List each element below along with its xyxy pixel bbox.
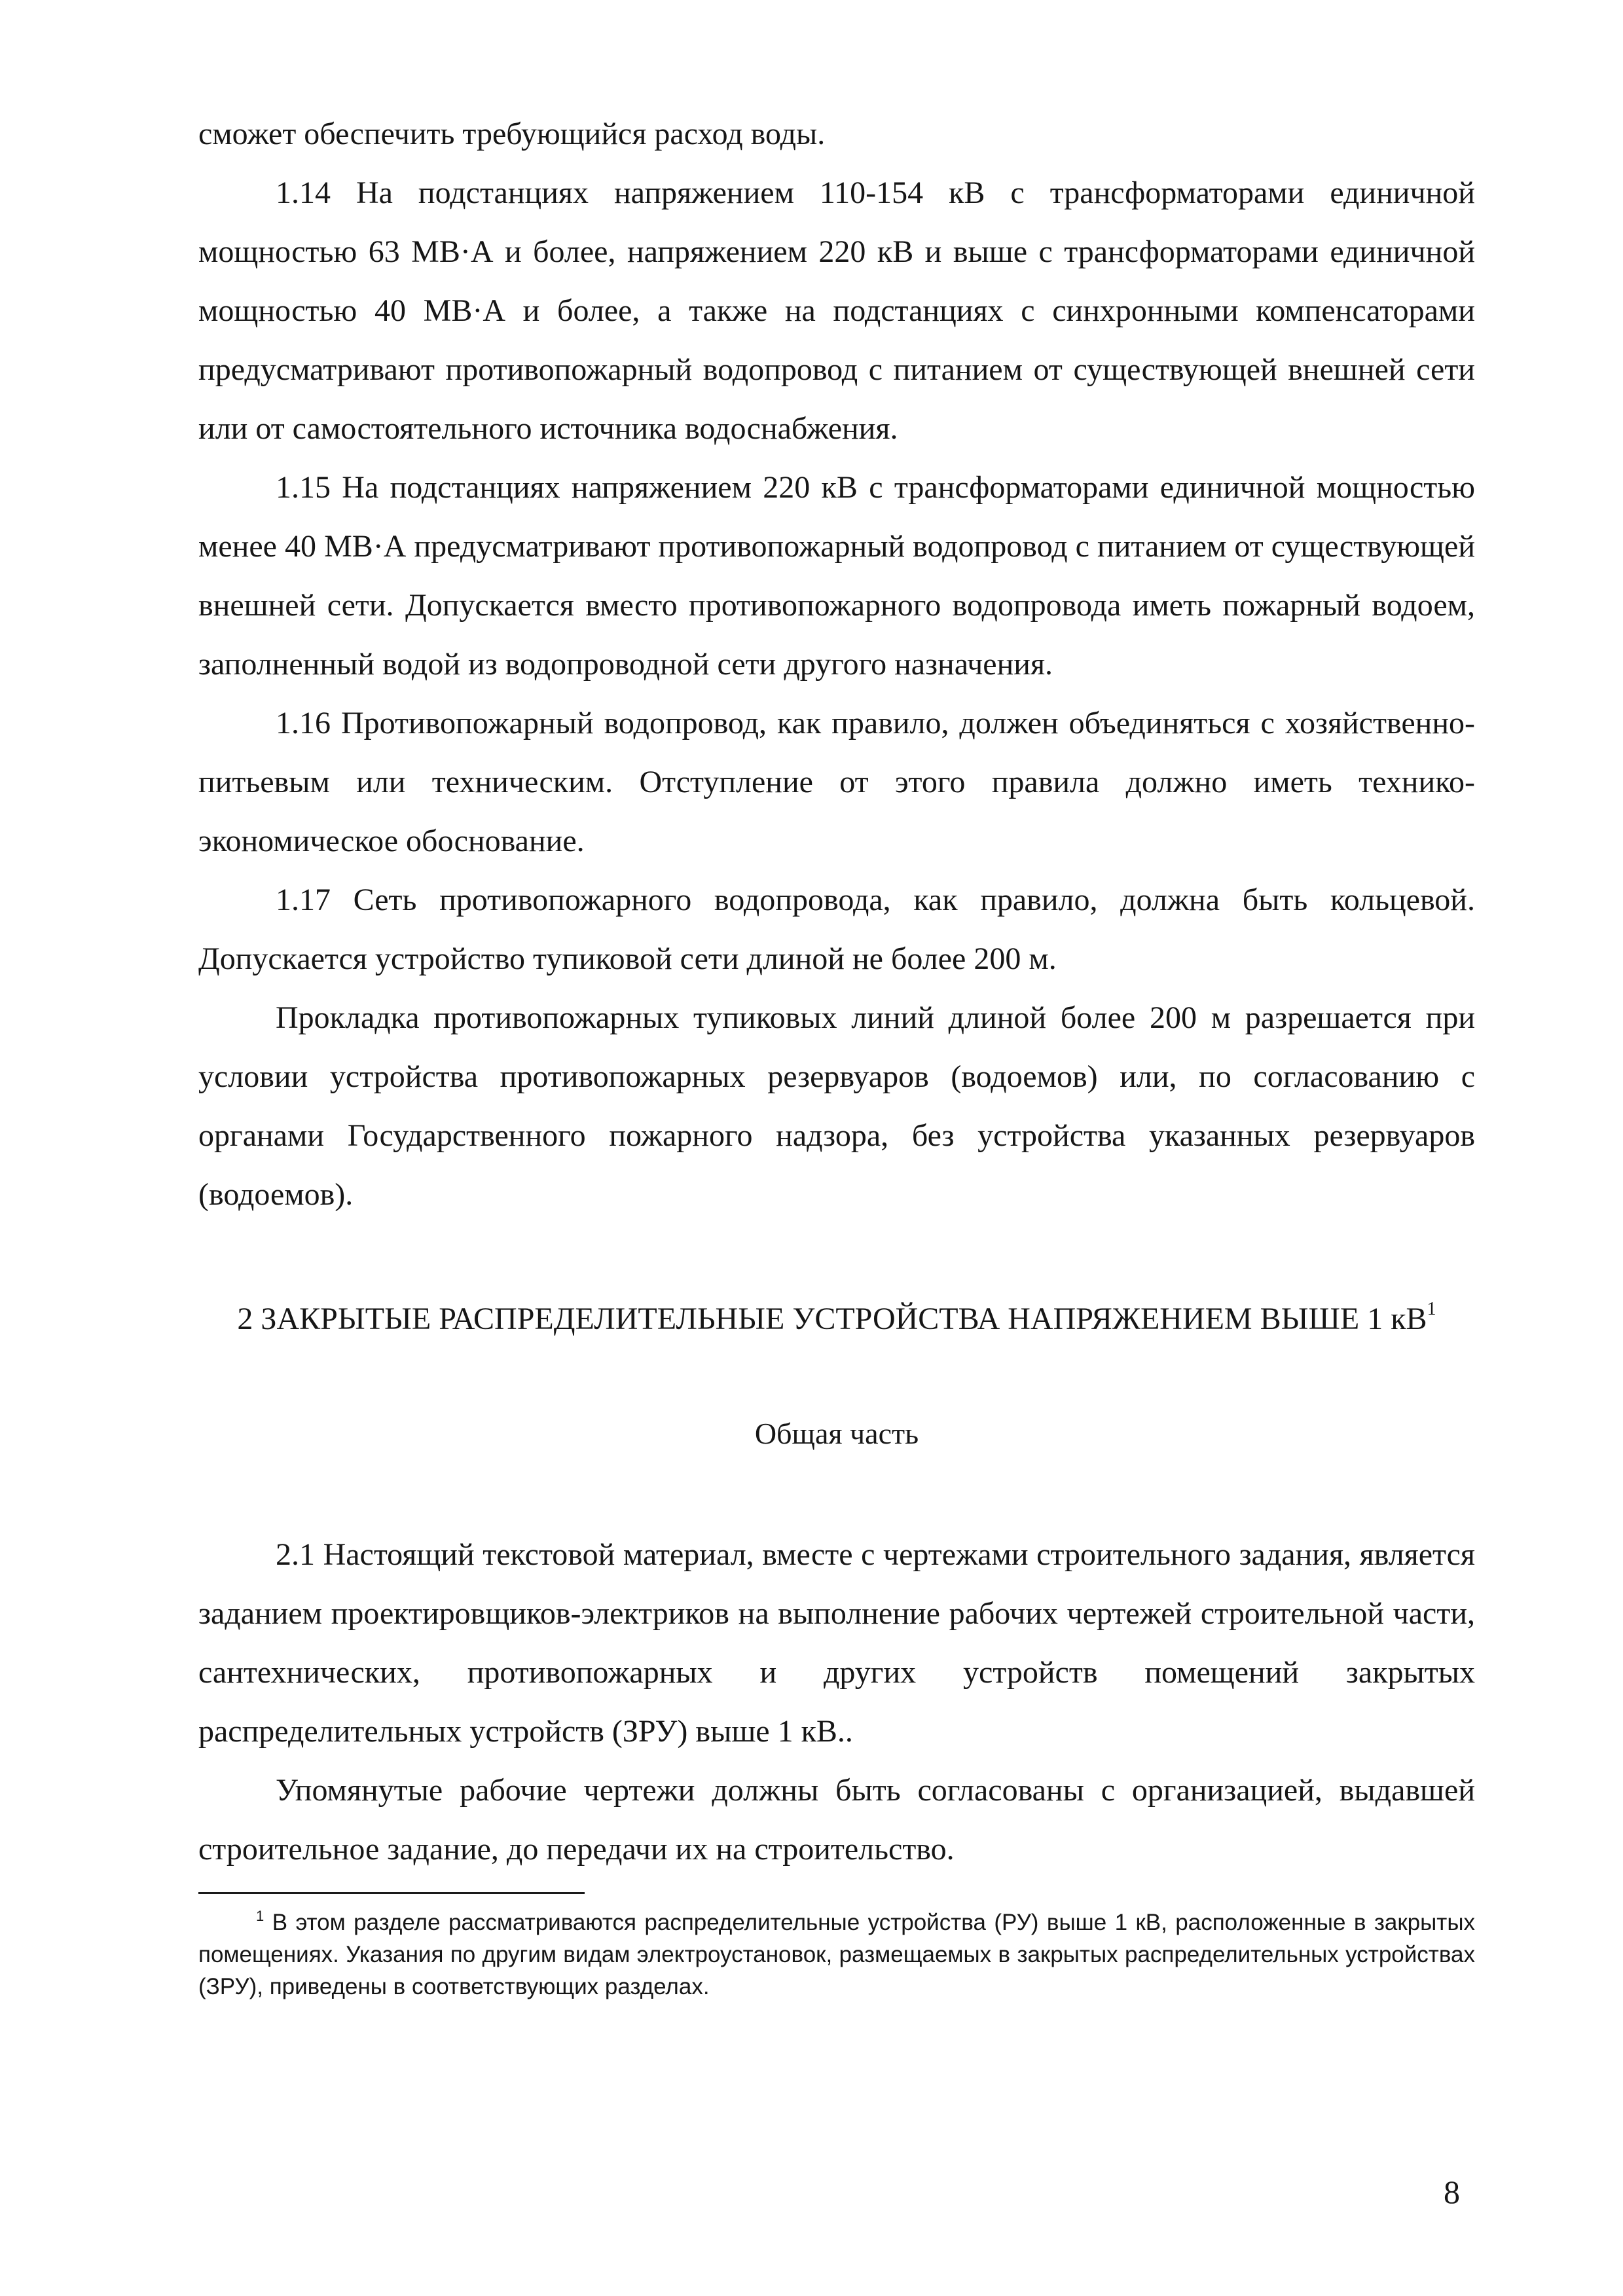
paragraph-1-14: 1.14 На подстанциях напряжением 110-154 кВ с трансформаторами единичной мощностью 63 МВ·А и более, напряжением 220 кВ и выше с трансформаторами единичной мощностью 40 МВ·А и более, а также на подстанциях с синхронными компенсаторами предусматривают противопожарный водопровод с питанием от существующей внешней сети или от самостоятельного источника водоснабжения. [198,175,1475,446]
continuation-paragraph: сможет обеспечить требующийся расход воды. [198,117,826,151]
section2-heading [198,1300,1475,1339]
heading-footnote-mark: 1 [1427,1299,1436,1319]
section2-text [198,1525,1475,1879]
paragraph-1-16: 1.16 Противопожарный водопровод, как правило, должен объединяться с хозяйственно-питьевым или техническим. Отступление от этого правила должно иметь технико-экономическое обоснование. [198,706,1475,858]
footnote-mark: 1 [256,1908,264,1924]
section2-heading-text: 2 ЗАКРЫТЫЕ РАСПРЕДЕЛИТЕЛЬНЫЕ УСТРОЙСТВА НАПРЯЖЕНИЕМ ВЫШЕ 1 кВ [237,1302,1427,1336]
paragraph-2-1-continued: Упомянутые рабочие чертежи должны быть согласованы с организацией, выдавшей строительное задание, до передачи их на строительство. [198,1773,1475,1867]
paragraph-1-17-continued: Прокладка противопожарных тупиковых линий длиной более 200 м разрешается при условии устройства противопожарных резервуаров (водоемов) или, по согласованию с органами Государственного пожарного надзора, без устройства указанных резервуаров (водоемов). [198,1000,1475,1212]
paragraph-2-1: 2.1 Настоящий текстовой материал, вместе с чертежами строительного задания, является заданием проектировщиков-электриков на выполнение рабочих чертежей строительной части, сантехнических, противопожарных и других устройств помещений закрытых распределительных устройств (ЗРУ) выше 1 кВ.. [198,1537,1475,1749]
paragraph-1-17: 1.17 Сеть противопожарного водопровода, как правило, должна быть кольцевой. Допускается устройство тупиковой сети длиной не более 200 м. [198,883,1475,976]
footnote [198,1906,1475,2003]
section1-text [198,105,1475,1224]
footnote-divider [198,1892,585,1894]
page-number: 8 [1444,2174,1460,2210]
section2-subheading: Общая часть [754,1417,919,1450]
footnote-text: В этом разделе рассматриваются распределительные устройства (РУ) выше 1 кВ, расположенные в закрытых помещениях. Указания по другим видам электроустановок, размещаемых в закрытых распределительных устройствах (ЗРУ), приведены в соответствующих разделах. [198,1910,1475,1999]
paragraph-1-15: 1.15 На подстанциях напряжением 220 кВ с трансформаторами единичной мощностью менее 40 МВ·А предусматривают противопожарный водопровод с питанием от существующей внешней сети. Допускается вместо противопожарного водопровода иметь пожарный водоем, заполненный водой из водопроводной сети другого назначения. [198,470,1475,682]
